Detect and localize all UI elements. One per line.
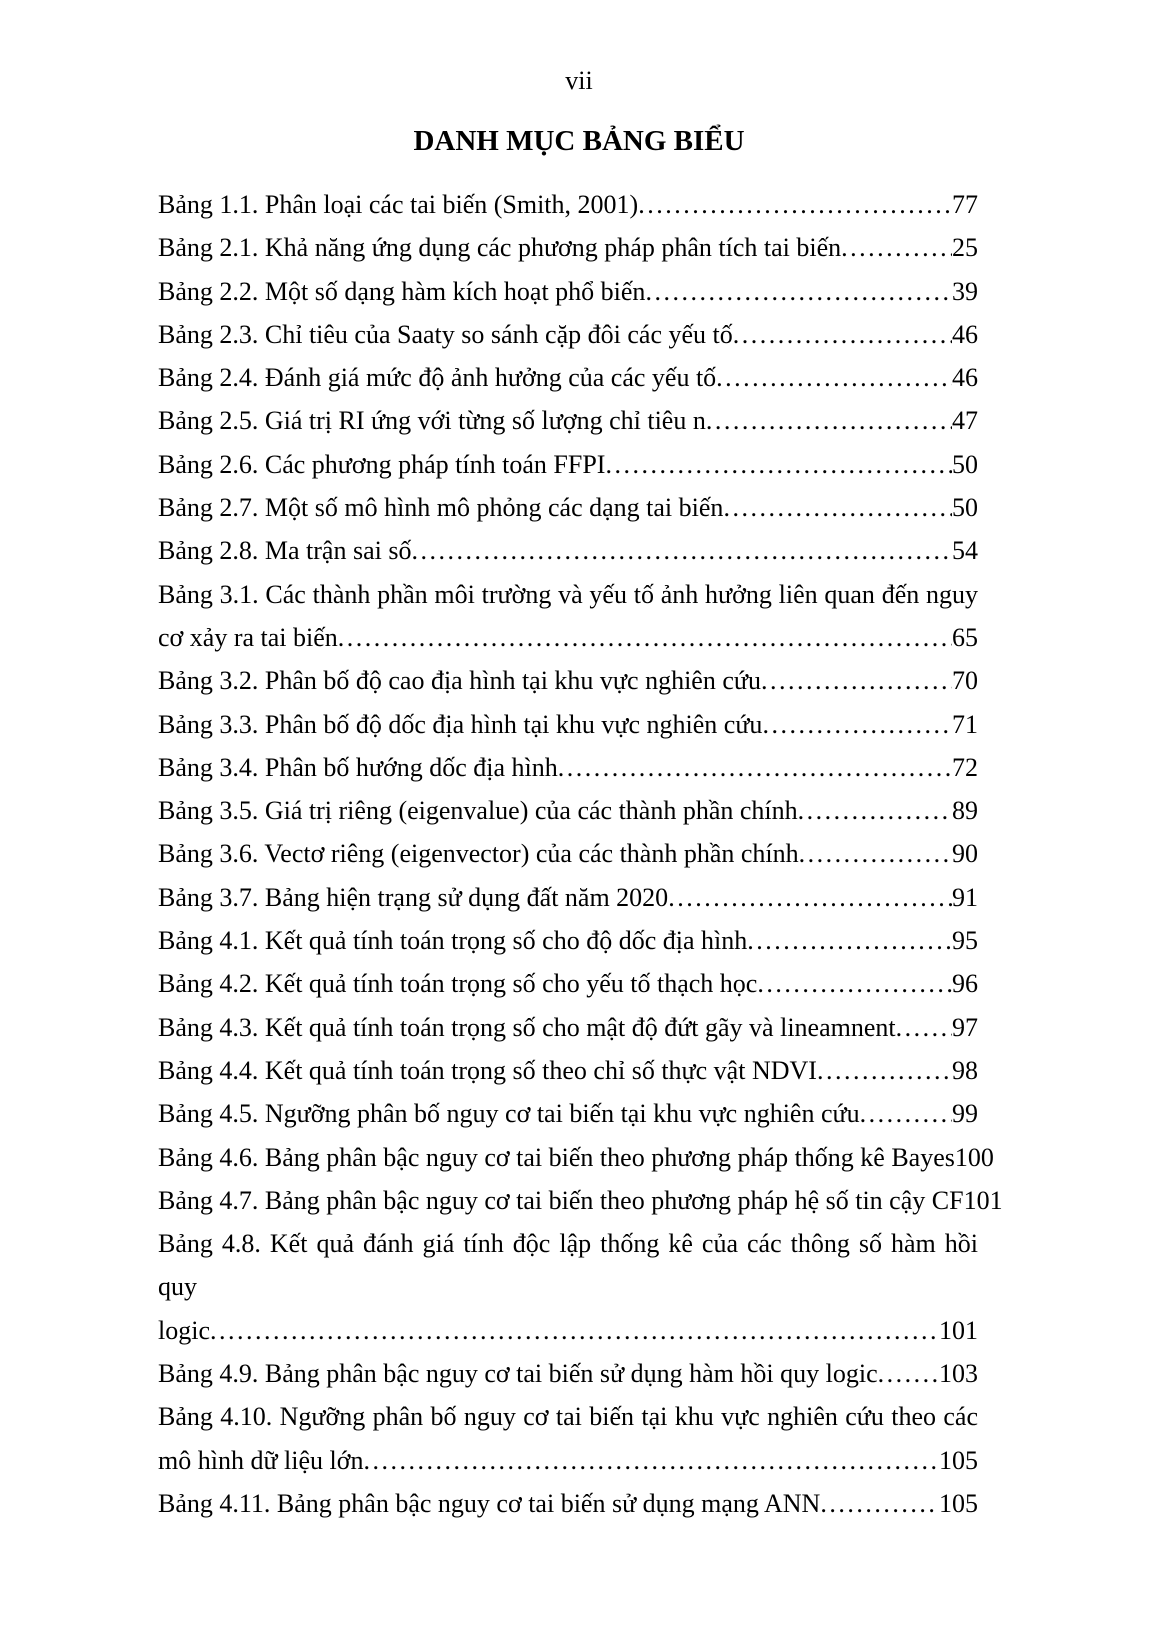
dot-leader (210, 1309, 939, 1352)
toc-page-number: 50 (952, 493, 978, 523)
dot-leader (799, 832, 952, 875)
toc-page-number: 99 (952, 1099, 978, 1129)
toc-entry-title: Bảng 2.8. Ma trận sai số (158, 536, 412, 566)
toc-entry (158, 1395, 978, 1482)
toc-entry (158, 789, 978, 832)
dot-leader (761, 659, 952, 702)
toc-entry-row (158, 1439, 978, 1482)
toc-page-number: 54 (952, 536, 978, 566)
toc-page-number: 91 (952, 882, 978, 912)
toc-page-number: 101 (963, 1185, 1003, 1215)
toc-entry-row (158, 313, 978, 356)
dot-leader (716, 356, 952, 399)
toc-page-number: 97 (952, 1012, 978, 1042)
dot-leader (860, 1092, 952, 1135)
toc-entry-title: Bảng 4.2. Kết quả tính toán trọng số cho yếu tố thạch học (158, 969, 758, 999)
toc-page-number: 50 (952, 449, 978, 479)
dot-leader (558, 746, 952, 789)
toc-entry-line1: Bảng 4.8. Kết quả đánh giá tính độc lập thống kê của các thông số hàm hồi quy (158, 1229, 978, 1302)
toc-entry-title: Bảng 4.11. Bảng phân bậc nguy cơ tai biến sử dụng mạng ANN (158, 1488, 821, 1518)
dot-leader (757, 962, 952, 1005)
toc-page-number: 105 (939, 1445, 978, 1475)
toc-entry-title: Bảng 2.6. Các phương pháp tính toán FFPI (158, 449, 606, 479)
toc-entry (158, 1222, 978, 1352)
toc-entry-title: Bảng 4.7. Bảng phân bậc nguy cơ tai biến theo phương pháp hệ số tin cậy CF (158, 1185, 964, 1215)
toc-entry-row (158, 183, 978, 226)
toc-entry (158, 183, 978, 226)
toc-page-number: 72 (952, 752, 978, 782)
toc-entry (158, 832, 978, 875)
dot-leader (733, 313, 952, 356)
toc-page-number: 90 (952, 839, 978, 869)
toc-entry-row (158, 789, 978, 832)
dot-leader (364, 1439, 940, 1482)
toc-page-number: 101 (939, 1315, 978, 1345)
toc-page-number: 96 (952, 969, 978, 999)
toc-page-number: 103 (939, 1359, 978, 1389)
toc-entry-title: Bảng 3.4. Phân bố hướng dốc địa hình (158, 752, 558, 782)
toc-entry (158, 356, 978, 399)
toc-entry (158, 270, 978, 313)
toc-page-number: 71 (952, 709, 978, 739)
dot-leader (896, 1006, 952, 1049)
dot-leader (605, 443, 952, 486)
toc-entry (158, 703, 978, 746)
toc-entry-title: Bảng 3.5. Giá trị riêng (eigenvalue) của các thành phần chính (158, 796, 798, 826)
toc-entry-row (158, 399, 978, 442)
toc-entry-title: Bảng 3.7. Bảng hiện trạng sử dụng đất năm 2020 (158, 882, 669, 912)
toc-page-number: 46 (952, 363, 978, 393)
toc-entry-title: Bảng 4.9. Bảng phân bậc nguy cơ tai biến sử dụng hàm hồi quy logic (158, 1359, 878, 1389)
toc-entry-title: Bảng 2.1. Khả năng ứng dụng các phương pháp phân tích tai biến (158, 233, 842, 263)
toc-entry-title: Bảng 4.3. Kết quả tính toán trọng số cho mật độ đứt gãy và lineamnent (158, 1012, 896, 1042)
toc-entry (158, 962, 978, 1005)
toc-entry-row (158, 876, 978, 919)
toc-entry-row (158, 659, 978, 702)
toc-entry (158, 1482, 978, 1525)
toc-entry (158, 1092, 978, 1135)
toc-entry-title: Bảng 2.4. Đánh giá mức độ ảnh hưởng của các yếu tố (158, 363, 717, 393)
dot-leader (668, 876, 952, 919)
toc-entry-row (158, 486, 978, 529)
dot-leader (820, 1482, 939, 1525)
toc-entry (158, 529, 978, 572)
toc-entry (158, 1006, 978, 1049)
toc-entry (158, 313, 978, 356)
toc-entry-title: Bảng 3.2. Phân bố độ cao địa hình tại khu vực nghiên cứu (158, 666, 761, 696)
toc-entry (158, 1179, 1003, 1222)
toc-entry-title: Bảng 3.6. Vectơ riêng (eigenvector) của các thành phần chính (158, 839, 799, 869)
toc-entry (158, 1049, 978, 1092)
dot-leader (878, 1352, 939, 1395)
toc-entry-row (158, 1049, 978, 1092)
toc-page-number: 70 (952, 666, 978, 696)
toc-entry-title: Bảng 2.3. Chỉ tiêu của Saaty so sánh cặp đôi các yếu tố (158, 319, 733, 349)
toc-entry-row (158, 616, 978, 659)
toc-entry-title: Bảng 2.2. Một số dạng hàm kích hoạt phổ biến (158, 276, 646, 306)
toc-entry-row (158, 832, 978, 875)
toc-entry (158, 919, 978, 962)
toc-entry-title: logic (158, 1315, 210, 1345)
dot-leader (411, 529, 952, 572)
toc-entry (158, 573, 978, 660)
toc-entry-line1: Bảng 4.10. Ngưỡng phân bố nguy cơ tai biến tại khu vực nghiên cứu theo các (158, 1402, 978, 1432)
toc-entry-row (158, 1309, 978, 1352)
toc-page-number: 77 (952, 190, 978, 219)
toc-entry-row (158, 529, 978, 572)
toc-entry-row (158, 226, 978, 269)
toc-entry (158, 486, 978, 529)
toc-entry-title: Bảng 2.5. Giá trị RI ứng với từng số lượng chỉ tiêu n (158, 406, 706, 436)
toc-entry-title: Bảng 2.7. Một số mô hình mô phỏng các dạng tai biến (158, 493, 724, 523)
toc-entry-row (158, 1179, 1003, 1222)
toc-entry-title: Bảng 4.1. Kết quả tính toán trọng số cho độ dốc địa hình (158, 926, 748, 956)
toc-entry-row (158, 1006, 978, 1049)
dot-leader (762, 703, 952, 746)
toc-entry (158, 226, 978, 269)
page-number-folio: vii (565, 66, 593, 95)
dot-leader (706, 399, 952, 442)
toc-entry-row (158, 746, 978, 789)
dot-leader (747, 919, 952, 962)
toc-entry-line1: Bảng 3.1. Các thành phần môi trường và yếu tố ảnh hưởng liên quan đến nguy (158, 579, 978, 609)
toc-page-number: 95 (952, 926, 978, 956)
dot-leader (338, 616, 952, 659)
toc-page-number: 25 (952, 233, 978, 263)
toc-entry-title: Bảng 4.5. Ngưỡng phân bố nguy cơ tai biến tại khu vực nghiên cứu (158, 1099, 860, 1129)
toc-entry-row (158, 356, 978, 399)
toc-page-number: 46 (952, 319, 978, 349)
toc-list (158, 183, 1003, 1525)
toc-entry-row (158, 1092, 978, 1135)
toc-entry-title: mô hình dữ liệu lớn (158, 1445, 364, 1475)
dot-leader (817, 1049, 952, 1092)
toc-page-number: 98 (952, 1055, 978, 1085)
toc-entry-title: cơ xảy ra tai biến (158, 622, 338, 652)
toc-entry-row (158, 270, 978, 313)
toc-entry (158, 1352, 978, 1395)
toc-entry-title: Bảng 4.4. Kết quả tính toán trọng số theo chỉ số thực vật NDVI (158, 1055, 817, 1085)
toc-page-number: 100 (954, 1142, 994, 1172)
toc-page-number: 105 (939, 1488, 978, 1518)
toc-entry-row (158, 1352, 978, 1395)
dot-leader (798, 789, 952, 832)
toc-entry (158, 1136, 994, 1179)
toc-entry-row (158, 1136, 994, 1179)
toc-page-number: 89 (952, 796, 978, 826)
toc-page-number: 39 (952, 276, 978, 306)
dot-leader (723, 486, 952, 529)
toc-entry (158, 876, 978, 919)
toc-entry-title: Bảng 1.1. Phân loại các tai biến (Smith, 2001) (158, 190, 639, 219)
toc-page-number: 65 (952, 622, 978, 652)
toc-entry-row (158, 962, 978, 1005)
toc-entry-row (158, 703, 978, 746)
toc-entry-row (158, 919, 978, 962)
toc-entry (158, 399, 978, 442)
toc-entry-title: Bảng 4.6. Bảng phân bậc nguy cơ tai biến theo phương pháp thống kê Bayes (158, 1142, 955, 1172)
toc-entry (158, 443, 978, 486)
toc-entry-row (158, 1482, 978, 1525)
dot-leader (841, 226, 952, 269)
toc-entry-title: Bảng 3.3. Phân bố độ dốc địa hình tại khu vực nghiên cứu (158, 709, 763, 739)
toc-page-number: 47 (952, 406, 978, 436)
page-title: DANH MỤC BẢNG BIỂU (413, 125, 745, 157)
toc-entry (158, 746, 978, 789)
dot-leader (645, 270, 952, 313)
toc-entry (158, 659, 978, 702)
dot-leader (638, 183, 952, 226)
toc-entry-row (158, 443, 978, 486)
